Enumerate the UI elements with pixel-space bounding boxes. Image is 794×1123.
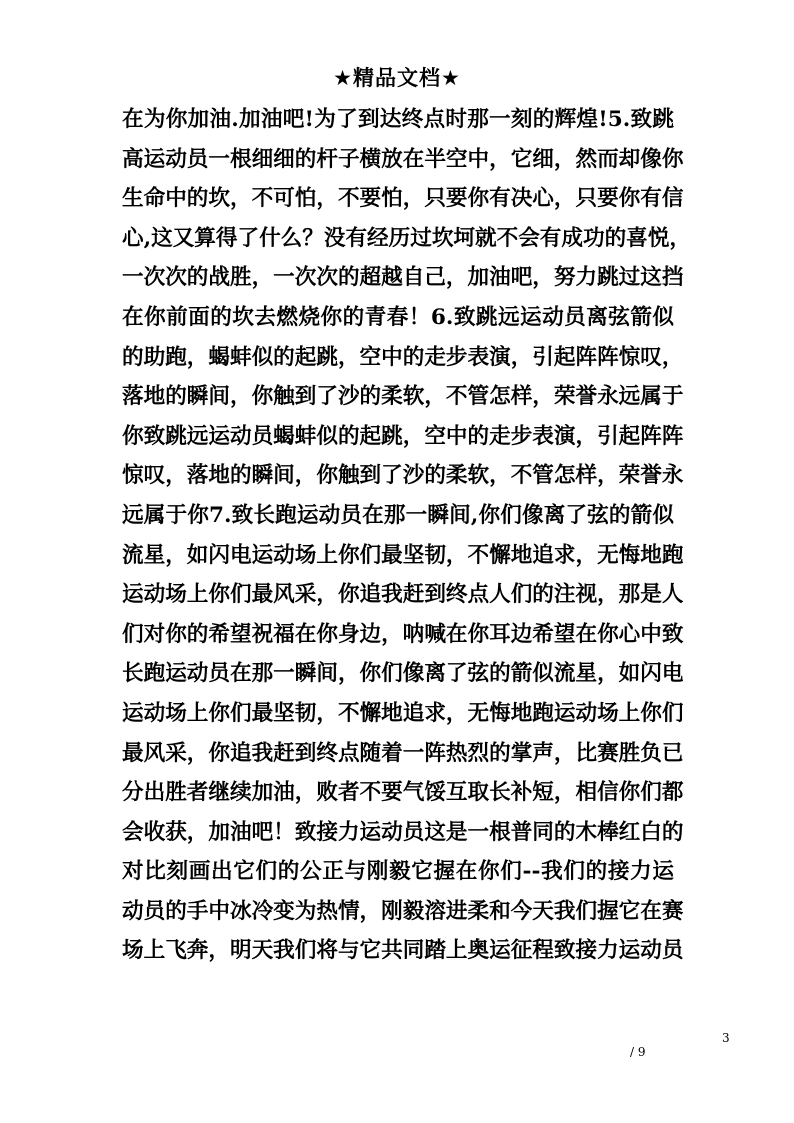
text-line: 会收获，加油吧！致接力运动员这是一根普同的木棒红白的: [122, 819, 684, 845]
text-line: 远属于你7.致长跑运动员在那一瞬间,你们像离了弦的箭似: [122, 502, 674, 528]
text-line: 运动场上你们最风采，你追我赶到终点人们的注视，那是人: [122, 582, 684, 608]
document-header: ★精品文档★: [333, 66, 461, 90]
text-line: 们对你的希望祝福在你身边，呐喊在你耳边希望在你心中致: [122, 621, 684, 647]
text-line: 在你前面的坎去燃烧你的青春！6.致跳远运动员离弦箭似: [122, 304, 674, 330]
text-line: 生命中的坎，不可怕，不要怕，只要你有决心，只要你有信: [122, 186, 684, 212]
text-line: 场上飞奔，明天我们将与它共同踏上奥运征程致接力运动员: [122, 938, 684, 964]
text-line: 一次次的战胜，一次次的超越自己，加油吧，努力跳过这挡: [122, 265, 684, 291]
text-line: 对比刻画出它们的公正与刚毅它握在你们--我们的接力运: [122, 859, 674, 885]
text-line: 最风采，你追我赶到终点随着一阵热烈的掌声，比赛胜负已: [122, 740, 684, 766]
text-line: 的助跑，蝎蚌似的起跳，空中的走步表演，引起阵阵惊叹，: [122, 344, 684, 370]
text-line: 流星，如闪电运动场上你们最坚韧，不懈地追求，无悔地跑: [122, 542, 684, 568]
text-line: 分出胜者继续加油，败者不要气馁互取长补短，相信你们都: [122, 780, 684, 806]
text-line: 动员的手中冰冷变为热情，刚毅溶进柔和今天我们握它在赛: [122, 898, 684, 924]
text-line: 长跑运动员在那一瞬间，你们像离了弦的箭似流星，如闪电: [122, 661, 684, 687]
text-line: 落地的瞬间，你触到了沙的柔软，不管怎样，荣誉永远属于: [122, 384, 684, 410]
page-number: 3: [722, 1031, 730, 1045]
page-total: / 9: [630, 1045, 646, 1059]
document-body: [122, 100, 691, 971]
text-line: 运动场上你们最坚韧，不懈地追求，无悔地跑运动场上你们: [122, 700, 684, 726]
text-line: 惊叹，落地的瞬间，你触到了沙的柔软，不管怎样，荣誉永: [122, 463, 684, 489]
text-line: 你致跳远运动员蝎蚌似的起跳，空中的走步表演，引起阵阵: [122, 423, 684, 449]
text-line: 心,这又算得了什么？没有经历过坎坷就不会有成功的喜悦，: [122, 225, 691, 251]
text-line: 高运动员一根细细的杆子横放在半空中，它细，然而却像你: [122, 146, 684, 172]
text-line: 在为你加油.加油吧!为了到达终点时那一刻的辉煌!5.致跳: [122, 107, 674, 132]
